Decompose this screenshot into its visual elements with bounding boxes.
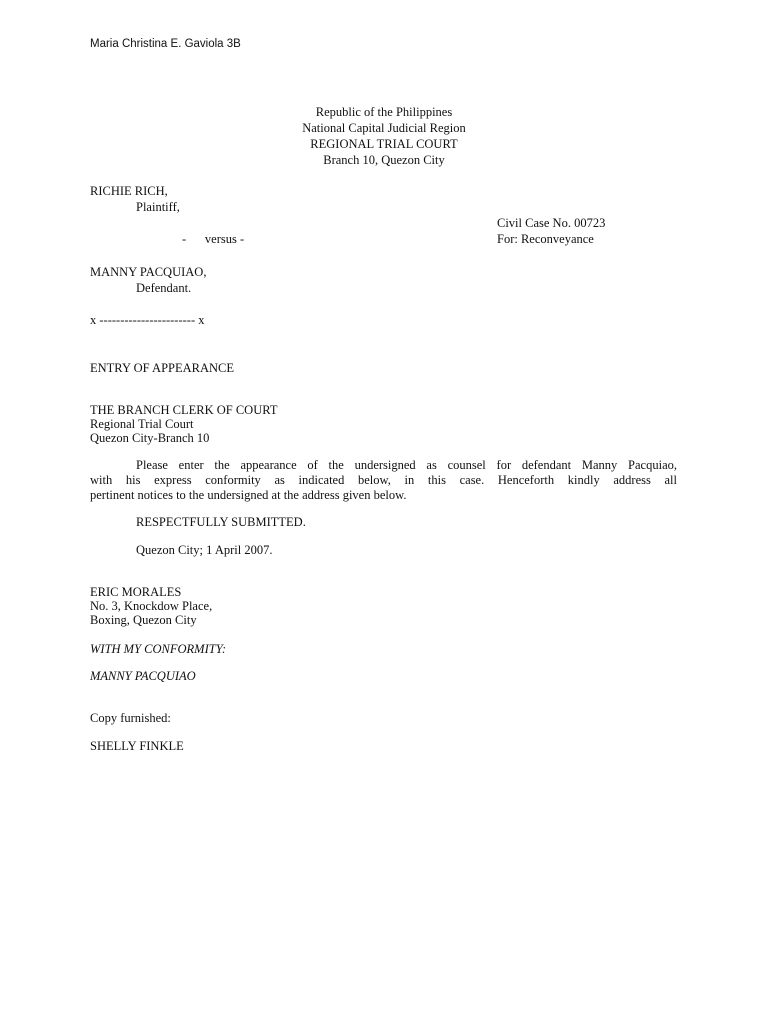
addressee-branch: Quezon City-Branch 10 [90, 431, 210, 445]
caption-line-branch: Branch 10, Quezon City [323, 153, 445, 167]
versus-label: - versus - [182, 232, 245, 246]
caption-line-republic: Republic of the Philippines [315, 105, 453, 119]
body-line-3: pertinent notices to the undersigned at the address given below. [90, 488, 407, 502]
caption-separator: x ----------------------- x [90, 313, 205, 327]
header-note: Maria Christina E. Gaviola 3B [90, 38, 241, 50]
copy-furnished-label: Copy furnished: [90, 711, 171, 725]
document-title: ENTRY OF APPEARANCE [90, 361, 235, 375]
defendant-role: Defendant. [136, 281, 192, 295]
body-line-1: Please enter the appearance of the undersigned as counsel for defendant Manny Pacquiao, [136, 458, 677, 472]
defendant-name: MANNY PACQUIAO, [90, 265, 207, 279]
case-number: Civil Case No. 00723 [497, 216, 606, 230]
copy-recipient: SHELLY FINKLE [90, 739, 184, 753]
addressee-court: Regional Trial Court [90, 417, 194, 431]
court-caption [200, 104, 568, 168]
addressee-title: THE BRANCH CLERK OF COURT [90, 403, 278, 417]
caption-line-court: REGIONAL TRIAL COURT [310, 137, 458, 151]
counsel-name: ERIC MORALES [90, 585, 182, 599]
plaintiff-name: RICHIE RICH, [90, 184, 168, 198]
place-date: Quezon City; 1 April 2007. [136, 543, 273, 557]
plaintiff-role: Plaintiff, [136, 200, 180, 214]
conformity-signatory: MANNY PACQUIAO [90, 669, 196, 683]
closing-statement: RESPECTFULLY SUBMITTED. [136, 515, 306, 529]
body-line-2: with his express conformity as indicated below, in this case. Henceforth kindly address all [90, 473, 677, 487]
counsel-address-line-1: No. 3, Knockdow Place, [90, 599, 213, 613]
counsel-address-line-2: Boxing, Quezon City [90, 613, 197, 627]
case-nature: For: Reconveyance [497, 232, 594, 246]
caption-line-region: National Capital Judicial Region [302, 121, 466, 135]
conformity-label: WITH MY CONFORMITY: [90, 642, 226, 656]
